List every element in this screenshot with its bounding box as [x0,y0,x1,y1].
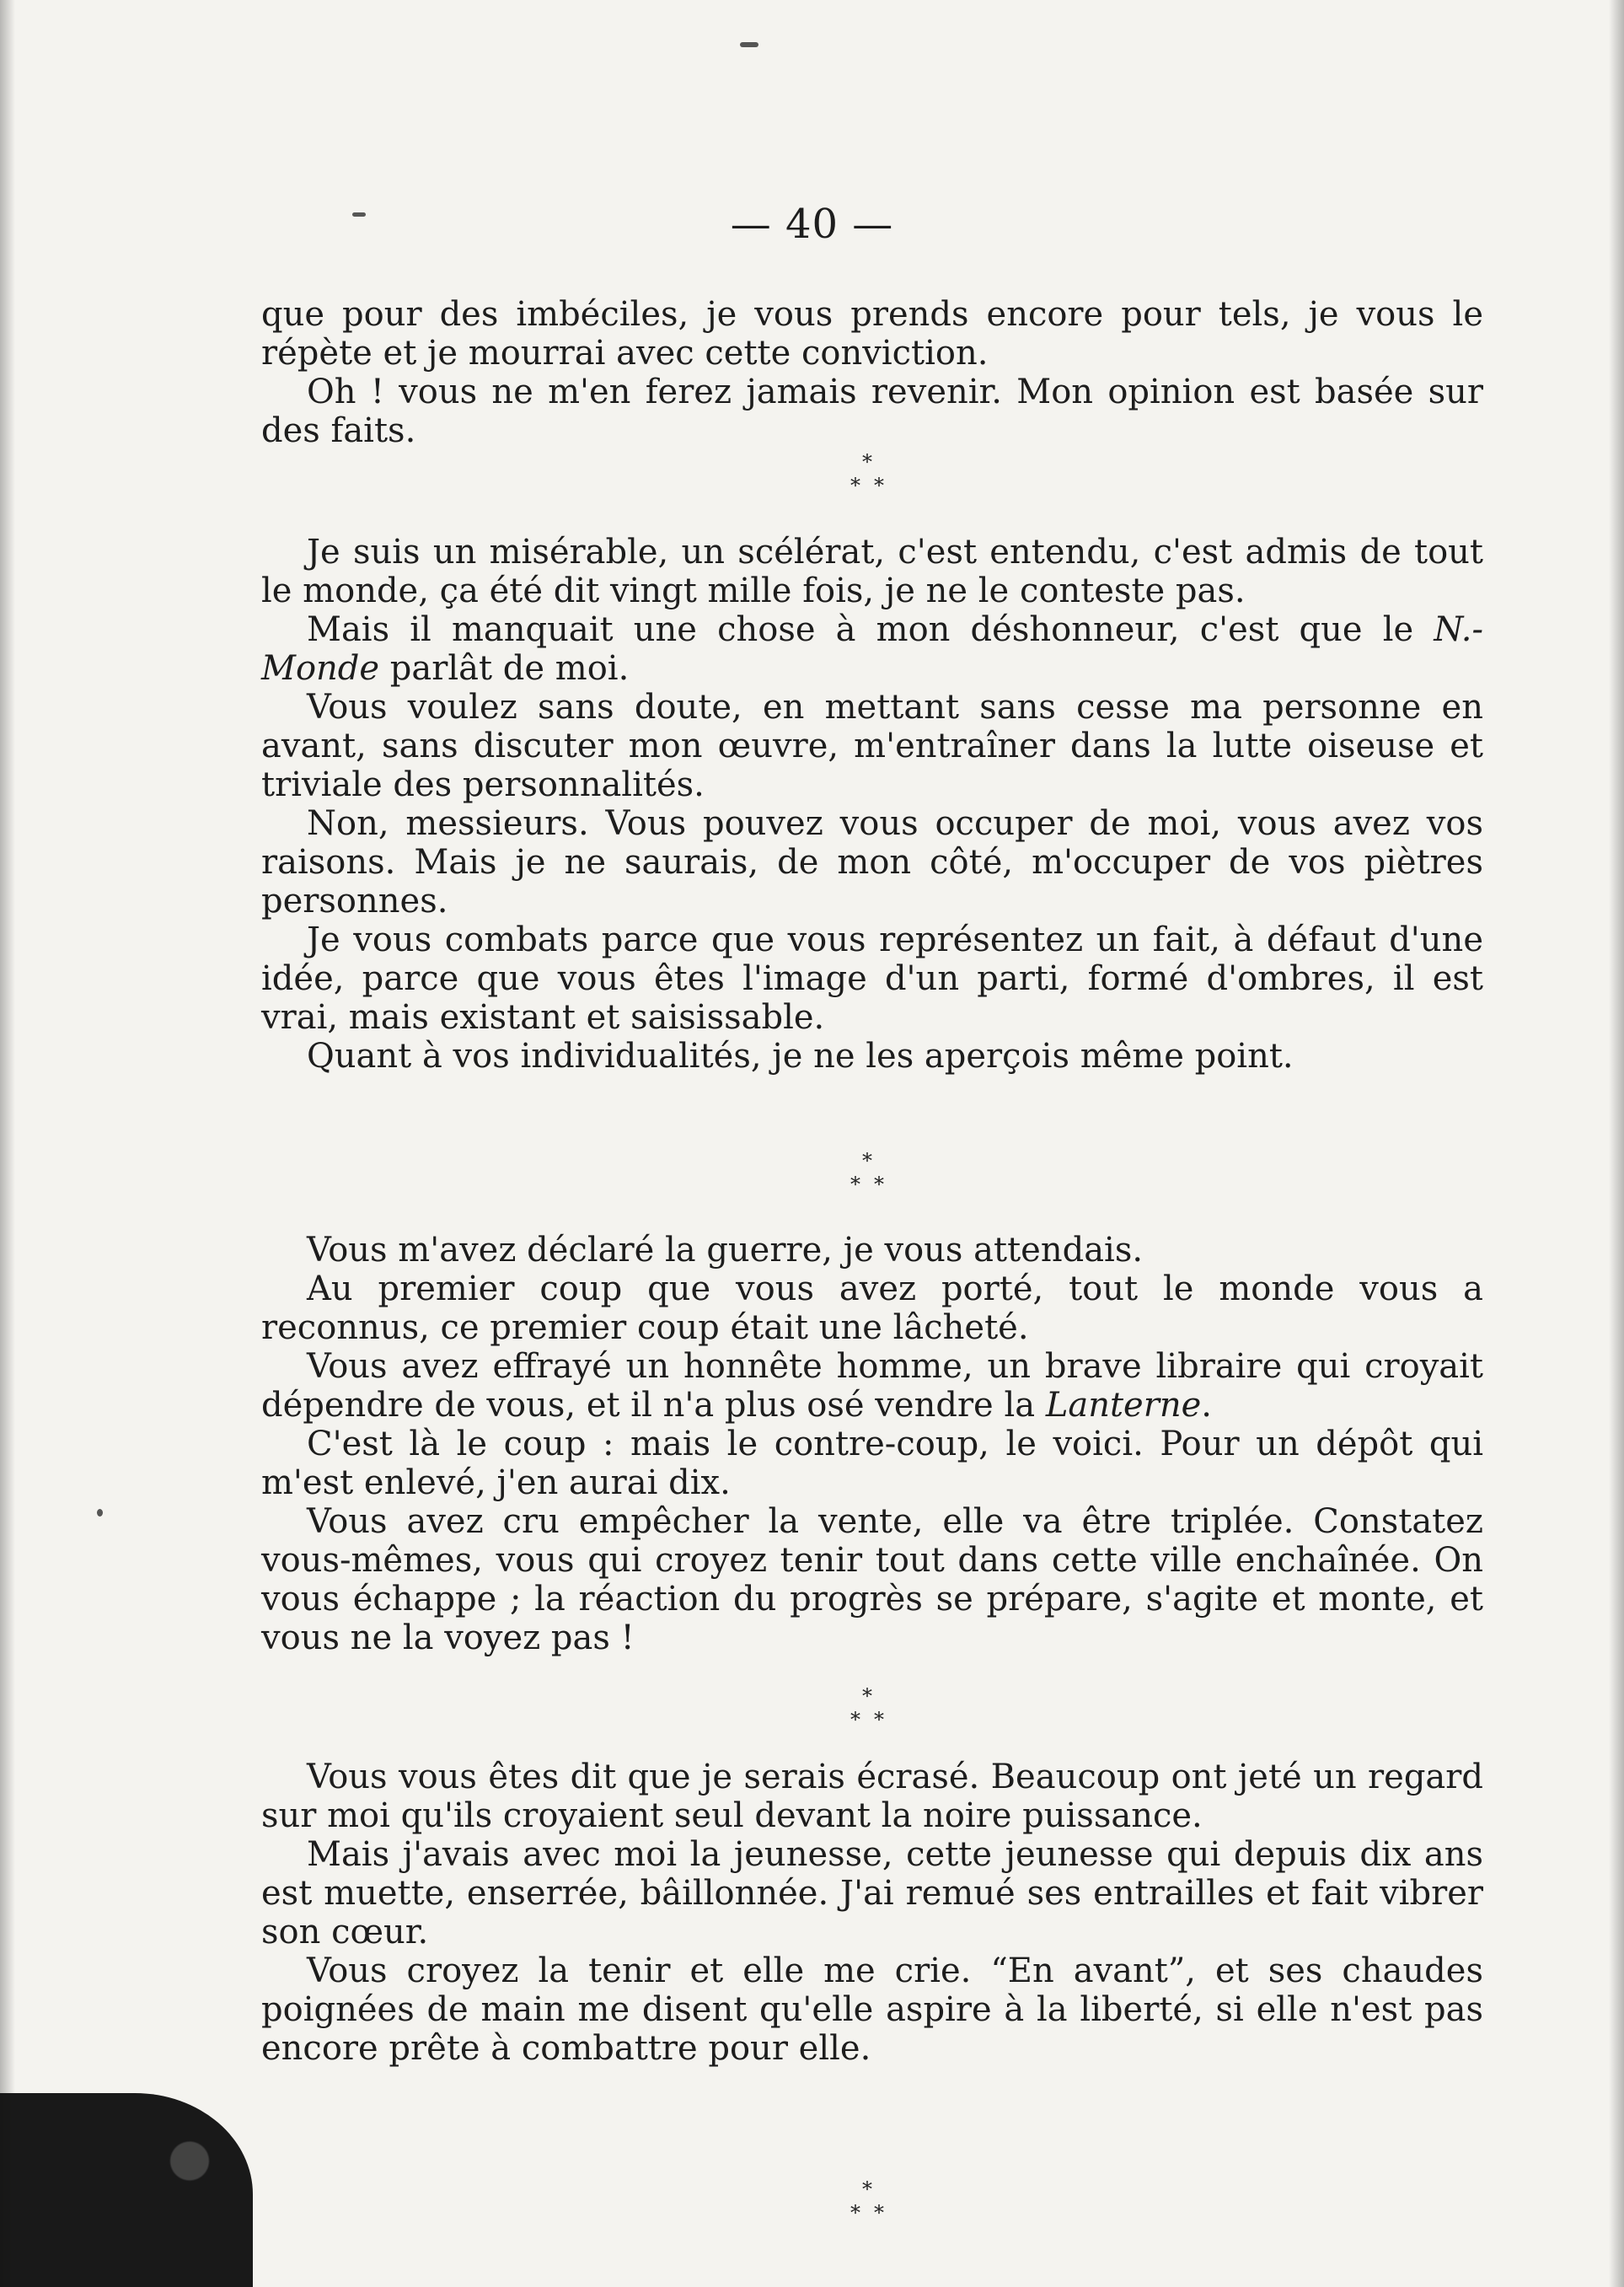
paragraph-7: Je vous combats parce que vous représentez un fait, à défaut d'une idée, parce que vous êtes l'image d'un parti, formé d'ombres, il est vrai, mais existant et saisissable. [261,921,1483,1037]
paragraph-4 [261,610,1483,688]
separator-star: * [874,1173,884,1196]
separator-star: * [862,1149,872,1173]
paragraph-5: Vous voulez sans doute, en mettant sans cesse ma personne en avant, sans discuter mon œuvre, m'entraîner dans la lutte oiseuse et triviale des personnalités. [261,688,1483,804]
section-1 [261,295,1483,450]
section-separator-2 [830,1151,906,1211]
separator-star: * [850,474,860,497]
section-separator-1 [830,452,906,513]
page-number: — 40 — [730,201,894,248]
paragraph-11 [261,1347,1483,1425]
right-page-shadow [1609,0,1624,2287]
separator-star: * [862,2177,872,2201]
publication-name-emphasis: Lanterne [1045,1386,1202,1425]
left-page-shadow [0,0,15,2287]
paragraph-4-before: Mais il manquait une chose à mon déshonneur, c'est que le [307,610,1434,649]
separator-star: * [850,1173,860,1196]
paragraph-11-before: Vous avez effrayé un honnête homme, un brave libraire qui croyait dépendre de vous, et il n'a plus osé vendre la [261,1347,1483,1425]
section-2 [261,533,1483,1076]
paragraph-8: Quant à vos individualités, je ne les aperçois même point. [307,1037,1294,1076]
paragraph-13: Vous avez cru empêcher la vente, elle va être triplée. Constatez vous-mêmes, vous qui croyez tenir tout dans cette ville enchaînée. On vous échappe ; la réaction du progrès se prépare, s'agite et monte, et vous ne la voyez pas ! [261,1502,1483,1657]
paragraph-3: Je suis un misérable, un scélérat, c'est entendu, c'est admis de tout le monde, ça été dit vingt mille fois, je ne le conteste pas. [261,533,1483,610]
paragraph-14: Vous vous êtes dit que je serais écrasé. Beaucoup ont jeté un regard sur moi qu'ils croyaient seul devant la noire puissance. [261,1758,1483,1835]
paragraph-9: Vous m'avez déclaré la guerre, je vous attendais. [307,1231,1144,1270]
separator-star: * [874,1708,884,1731]
paragraph-2: Oh ! vous ne m'en ferez jamais revenir. Mon opinion est basée sur des faits. [261,373,1483,450]
section-separator-3 [830,1686,906,1747]
paragraph-6: Non, messieurs. Vous pouvez vous occuper de moi, vous avez vos raisons. Mais je ne saurais, de mon côté, m'occuper de vos piètres personnes. [261,804,1483,921]
separator-star: * [862,1684,872,1708]
paragraph-4-after: parlât de moi. [379,649,630,688]
top-print-speck [740,42,758,47]
section-separator-4 [830,2179,906,2240]
separator-star: * [874,474,884,497]
separator-star: * [850,1708,860,1731]
section-4 [261,1758,1483,2068]
separator-star: * [862,450,872,474]
paragraph-10: Au premier coup que vous avez porté, tout le monde vous a reconnus, ce premier coup était une lâcheté. [261,1270,1483,1347]
paragraph-15: Mais j'avais avec moi la jeunesse, cette jeunesse qui depuis dix ans est muette, enserrée, bâillonnée. J'ai remué ses entrailles et fait vibrer son cœur. [261,1835,1483,1951]
paragraph-16: Vous croyez la tenir et elle me crie. “En avant”, et ses chaudes poignées de main me disent qu'elle aspire à la liberté, si elle n'est pas encore prête à combattre pour elle. [261,1951,1483,2068]
journal-name-emphasis: N.-Monde [261,610,1483,688]
section-3 [261,1231,1483,1657]
left-margin-dot [97,1509,103,1517]
paragraph-11-after: . [1201,1386,1213,1425]
separator-star: * [850,2201,860,2225]
dark-page-stain [0,2093,253,2287]
paragraph-1: que pour des imbéciles, je vous prends encore pour tels, je vous le répète et je mourrai avec cette conviction. [261,295,1483,373]
separator-star: * [874,2201,884,2225]
paragraph-12: C'est là le coup : mais le contre-coup, le voici. Pour un dépôt qui m'est enlevé, j'en aurai dix. [261,1425,1483,1502]
